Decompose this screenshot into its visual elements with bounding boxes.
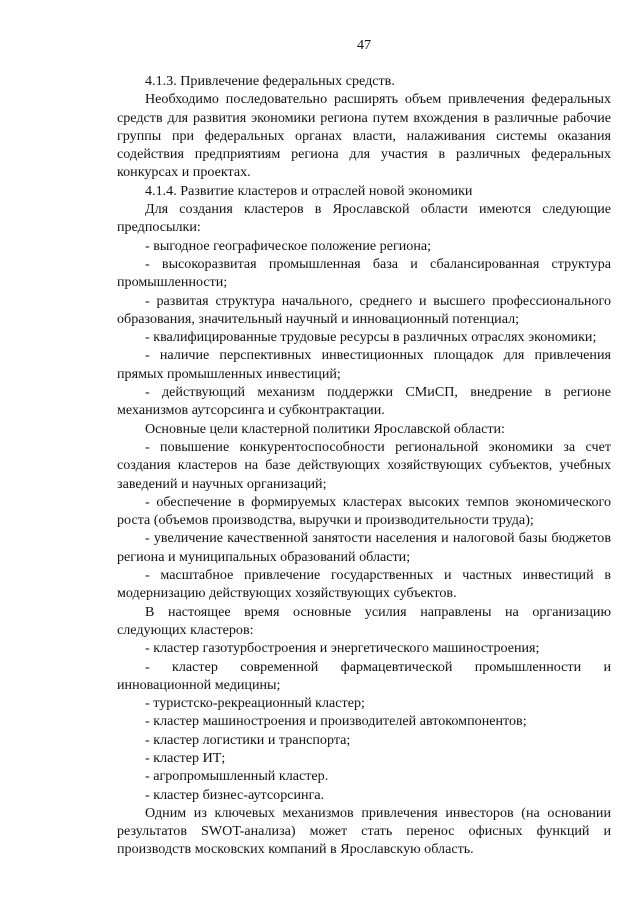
list-item-cluster: - кластер ИТ; [145, 749, 226, 766]
list-item-cluster: - кластер машиностроения и производителей автокомпонентов; [145, 713, 527, 730]
paragraph-clusters-intro: В настоящее время основные усилия направлены на организацию следующих кластеров: [117, 603, 611, 638]
section-heading-4-1-4: 4.1.4. Развитие кластеров и отраслей новой экономики [145, 182, 473, 199]
list-item-prerequisite: - квалифицированные трудовые ресурсы в различных отраслях экономики; [145, 329, 597, 346]
paragraph-investor-mechanisms: Одним из ключевых механизмов привлечения инвесторов (на основании результатов SWOT-анализа) может стать перенос офисных функций и производств московских компаний в Ярославскую область. [117, 804, 611, 858]
list-item-cluster: - кластер газотурбостроения и энергетического машиностроения; [145, 640, 540, 657]
list-item-goal: - повышение конкурентоспособности региональной экономики за счет создания кластеров на базе действующих хозяйствующих субъектов, учебных заведений и научных организаций; [117, 438, 611, 492]
list-item-cluster: - кластер бизнес-аутсорсинга. [145, 786, 325, 803]
list-item-prerequisite: - действующий механизм поддержки СМиСП, внедрение в регионе механизмов аутсорсинга и субконтрактации. [117, 384, 611, 419]
list-item-prerequisite: - выгодное географическое положение региона; [145, 237, 432, 254]
list-item-prerequisite: - высокоразвитая промышленная база и сбалансированная структура промышленности; [117, 255, 611, 291]
list-item-goal: - увеличение качественной занятости населения и налоговой базы бюджетов региона и муниципальных образований области; [117, 530, 611, 565]
list-item-prerequisite: - наличие перспективных инвестиционных площадок для привлечения прямых промышленных инвестиций; [117, 347, 611, 382]
page-body [117, 72, 611, 859]
section-heading-4-1-3: 4.1.3. Привлечение федеральных средств. [145, 73, 395, 89]
list-item-cluster: - туристско-рекреационный кластер; [145, 695, 365, 712]
paragraph-cluster-goals-intro: Основные цели кластерной политики Ярославской области: [145, 420, 505, 437]
paragraph-cluster-prerequisites-intro: Для создания кластеров в Ярославской области имеются следующие предпосылки: [117, 201, 611, 236]
list-item-goal: - обеспечение в формируемых кластерах высоких темпов экономического роста (объемов производства, выручки и производительности труда); [117, 493, 611, 529]
list-item-cluster: - агропромышленный кластер. [145, 768, 329, 785]
list-item-prerequisite: - развитая структура начального, среднего и высшего профессионального образования, значительный научный и инновационный потенциал; [117, 292, 611, 327]
paragraph-federal-funds: Необходимо последовательно расширять объем привлечения федеральных средств для развития экономики региона путем вхождения в различные рабочие группы при федеральных органах власти, налаживания системы оказания содействия предприятиям региона для участия в различных федеральных конкурсах и проектах. [117, 91, 611, 181]
page-number: 47 [356, 37, 372, 53]
list-item-cluster: - кластер логистики и транспорта; [145, 731, 351, 748]
list-item-cluster: - кластер современной фармацевтической промышленности и инновационной медицины; [117, 658, 611, 693]
list-item-goal: - масштабное привлечение государственных и частных инвестиций в модернизацию действующих хозяйствующих субъектов. [117, 567, 611, 602]
